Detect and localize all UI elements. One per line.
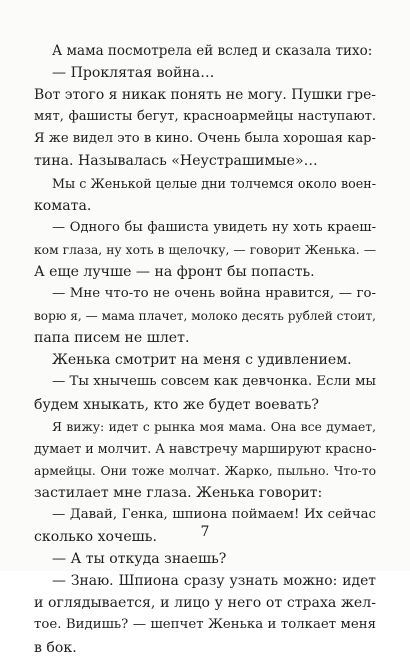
text-line: застилает мне глаза. Женька говорит: [34,484,323,501]
text-line: Я же видел это в кино. Очень была хорошая кар- [34,131,376,147]
text-line: папа писем не шлет. [34,330,190,347]
text-line: А еще лучше — на фронт бы попасть. [34,263,315,280]
text-line: — А ты откуда знаешь? [52,551,227,568]
text-line: ворю я, — мама плачет, молоко десять рублей стоит, [34,309,376,324]
text-line: — Ты хнычешь совсем как девчонка. Если мы [52,374,376,390]
text-line: Вот этого я никак понять не могу. Пушки гре- [34,87,376,104]
text-line: армейцы. Они тоже молчат. Жарко, пыльно. Что-то [34,463,376,478]
text-line: комата. [34,197,92,214]
text-line: А мама посмотрела ей вслед и сказала тихо: [52,43,373,59]
text-line: тина. Называлась «Неустрашимые»… [34,153,318,170]
body-text [34,40,376,659]
text-line: будем хныкать, кто же будет воевать? [34,396,319,413]
page-number: 7 [200,524,210,540]
text-line: Мы с Женькой целые дни толчемся около воен- [52,175,376,191]
text-line: и оглядывается, и лицо у него от страха жел- [34,595,376,612]
text-line: сколько хочешь. [34,529,157,546]
text-line: — Знаю. Шпиона сразу узнать можно: идет [52,573,376,590]
text-line: тое. Видишь? — шепчет Женька и толкает меня [34,617,376,633]
text-line: думает и молчит. А навстречу маршируют красно- [34,440,377,456]
text-line: — Одного бы фашиста увидеть ну хоть краеш- [52,219,376,235]
text-line: — Давай, Генка, шпиона поймаем! Их сейчас [52,506,376,522]
text-line: — Проклятая война… [52,65,215,82]
text-line: — Мне что-то не очень война нравится, — го- [52,286,376,302]
text-line: мят, фашисты бегут, красноармейцы наступают. [34,109,376,125]
text-line: ком глаза, ну хоть в щелочку, — говорит Женька. — [34,242,376,257]
text-line: в бок. [34,639,77,656]
text-line: Я вижу: идет с рынка моя мама. Она все думает, [52,419,376,434]
text-line: Женька смотрит на меня с удивлением. [52,352,352,369]
